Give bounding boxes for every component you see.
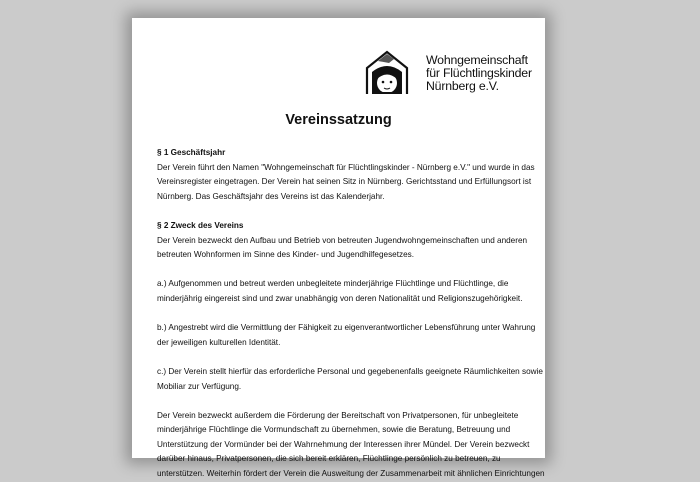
paragraph-line: b.) Angestrebt wird die Vermittlung der Fähigkeit zu eigenverantwortlicher Lebensführung unter Wahrung — [157, 323, 536, 333]
document-page — [132, 18, 545, 479]
section-1-heading: § 1 Geschäftsjahr — [157, 148, 226, 157]
logo-line-1: Wohngemeinschaft — [426, 52, 528, 67]
paragraph-line: Der Verein bezweckt außerdem die Förderung der Bereitschaft von Privatpersonen, für unbegleitete — [157, 410, 519, 420]
document-body — [157, 146, 545, 482]
paragraph-line: Der Verein bezweckt den Aufbau und Betrieb von betreuten Jugendwohngemeinschaften und anderen — [157, 235, 528, 245]
paragraph-line: Mobiliar zur Verfügung. — [157, 381, 242, 391]
paragraph-line: darüber hinaus, Privatpersonen, die sich bereit erklären, Flüchtlinge persönlich zu betreuen, zu — [157, 454, 501, 464]
paragraph-line: a.) Aufgenommen und betreut werden unbegleitete minderjährige Flüchtlinge und Flüchtlinge, die — [157, 279, 509, 289]
paragraph-line: c.) Der Verein stellt hierfür das erforderliche Personal und gegebenenfalls geeignete Räumlichkeiten sowie — [157, 366, 543, 376]
paragraph-line: minderjährige Flüchtlinge die Vormundschaft zu übernehmen, sowie die Beratung, Betreuung und — [157, 425, 511, 435]
paragraph-line: Vereinsregister eingetragen. Der Verein hat seinen Sitz in Nürnberg. Gerichtsstand und Erfüllungsort ist — [157, 177, 532, 187]
document-title: Vereinssatzung — [285, 112, 392, 128]
logo-line-3: Nürnberg e.V. — [426, 78, 499, 93]
paragraph-line: der jeweiligen kulturellen Identität. — [157, 337, 281, 347]
organization-name — [426, 54, 532, 93]
logo-line-2: für Flüchtlingskinder — [426, 65, 532, 80]
paragraph-line: betreuten Wohnformen im Sinne des Kinder- und Jugendhilfegesetzes. — [157, 250, 415, 260]
paragraph-line: Unterstützung der Vormünder bei der Wahrnehmung der Interessen ihrer Mündel. Der Verein bezweckt — [157, 439, 530, 449]
house-child-logo-icon — [364, 50, 410, 96]
section-2-heading: § 2 Zweck des Vereins — [157, 220, 244, 230]
paragraph-line: unterstützen. Weiterhin fördert der Verein die Ausweitung der Zusammenarbeit mit ähnlichen Einrichtungen — [157, 469, 545, 479]
paragraph-line: Der Verein führt den Namen "Wohngemeinschaft für Flüchtlingskinder - Nürnberg e.V." und wurde in das — [157, 162, 535, 172]
paragraph-line: minderjährig eingereist sind und zwar unabhängig von deren Nationalität und Religionszugehörigkeit. — [157, 293, 523, 303]
organization-logo — [364, 50, 532, 96]
paragraph-line: Nürnberg. Das Geschäftsjahr des Vereins ist das Kalenderjahr. — [157, 191, 385, 201]
